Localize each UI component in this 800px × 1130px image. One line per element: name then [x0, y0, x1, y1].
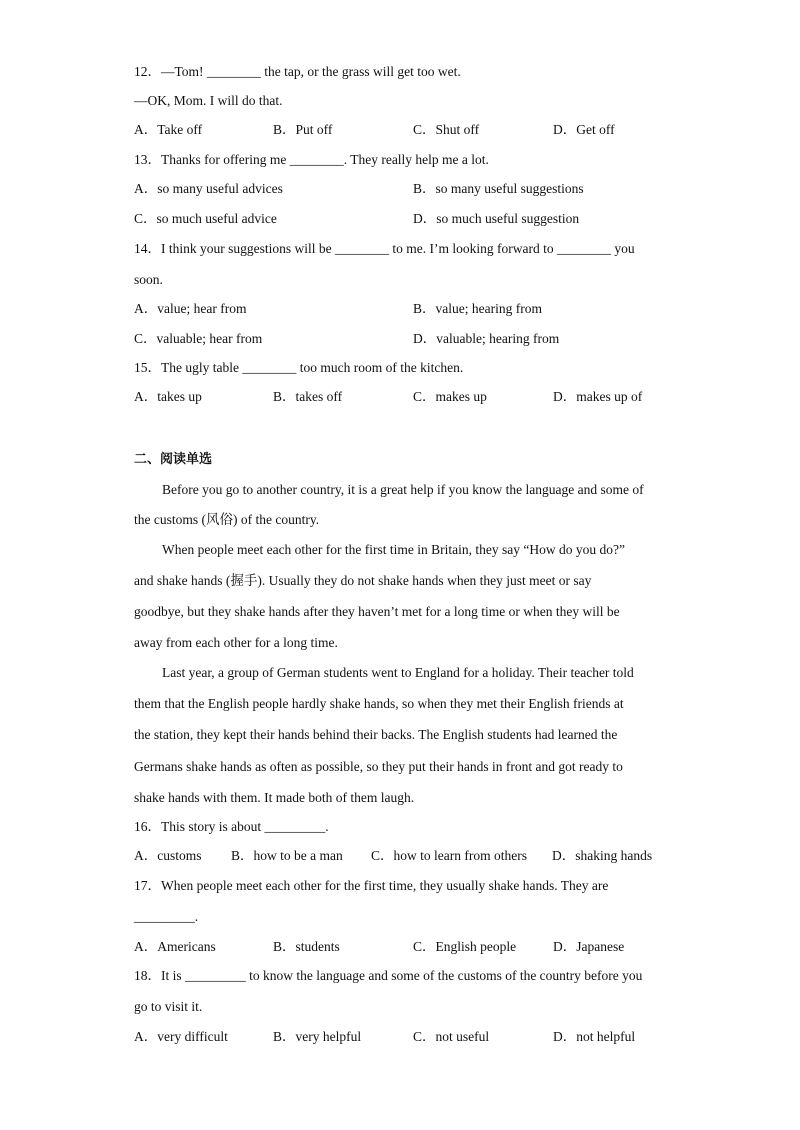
question-14-option-b: B．value; hearing from — [413, 301, 542, 316]
question-13-stem: 13．Thanks for offering me ________. They really help me a lot. — [134, 152, 489, 167]
question-12-option-a: A．Take off — [134, 122, 203, 137]
question-18-option-b: B．very helpful — [273, 1029, 362, 1044]
passage-line: and shake hands (握手). Usually they do not shake hands when they just meet or say — [134, 573, 592, 588]
question-16-option-b: B．how to be a man — [231, 848, 343, 863]
question-13-option-a: A．so many useful advices — [134, 181, 283, 196]
question-13-option-c: C．so much useful advice — [134, 211, 277, 226]
question-14-stem-line1: 14．I think your suggestions will be ________ to me. I’m looking forward to ________ you — [134, 241, 635, 256]
question-15-option-b: B．takes off — [273, 389, 343, 404]
question-13-option-b: B．so many useful suggestions — [413, 181, 584, 196]
passage-line: them that the English people hardly shake hands, so when they met their English friends at — [134, 696, 624, 711]
question-18-stem-line2: go to visit it. — [134, 999, 203, 1014]
passage-line: goodbye, but they shake hands after they haven’t met for a long time or when they will be — [134, 604, 620, 619]
question-16-option-d: D．shaking hands — [552, 848, 653, 863]
question-15-stem: 15．The ugly table ________ too much room of the kitchen. — [134, 360, 464, 375]
question-18-option-d: D．not helpful — [553, 1029, 636, 1044]
passage-line: the station, they kept their hands behind their backs. The English students had learned the — [134, 727, 618, 742]
question-17-stem-line2: _________. — [134, 909, 199, 924]
question-17-stem-line1: 17．When people meet each other for the first time, they usually shake hands. They are — [134, 878, 609, 893]
question-12-stem: 12．—Tom! ________ the tap, or the grass will get too wet. — [134, 64, 461, 79]
question-18-option-a: A．very difficult — [134, 1029, 228, 1044]
question-14-option-a: A．value; hear from — [134, 301, 247, 316]
question-12-option-b: B．Put off — [273, 122, 333, 137]
passage-line: away from each other for a long time. — [134, 635, 338, 650]
question-12-reply: —OK, Mom. I will do that. — [134, 93, 283, 108]
passage-line: Before you go to another country, it is a great help if you know the language and some of — [162, 482, 644, 497]
question-14-option-d: D．valuable; hearing from — [413, 331, 560, 346]
question-12-option-d: D．Get off — [553, 122, 615, 137]
question-17-option-d: D．Japanese — [553, 939, 625, 954]
question-16-option-a: A．customs — [134, 848, 202, 863]
question-13-option-d: D．so much useful suggestion — [413, 211, 580, 226]
question-17-option-a: A．Americans — [134, 939, 216, 954]
passage-line: the customs (风俗) of the country. — [134, 512, 320, 527]
question-17-option-c: C．English people — [413, 939, 517, 954]
question-14-stem-line2: soon. — [134, 272, 163, 287]
question-15-option-d: D．makes up of — [553, 389, 643, 404]
question-12-option-c: C．Shut off — [413, 122, 480, 137]
question-17-option-b: B．students — [273, 939, 340, 954]
passage-line: shake hands with them. It made both of them laugh. — [134, 790, 415, 805]
passage-line: Last year, a group of German students went to England for a holiday. Their teacher told — [162, 665, 634, 680]
question-18-option-c: C．not useful — [413, 1029, 490, 1044]
question-16-stem: 16．This story is about _________. — [134, 819, 329, 834]
question-18-stem-line1: 18．It is _________ to know the language and some of the customs of the country before you — [134, 968, 643, 983]
question-16-option-c: C．how to learn from others — [371, 848, 527, 863]
question-14-option-c: C．valuable; hear from — [134, 331, 263, 346]
section-heading: 二、阅读单选 — [134, 452, 213, 467]
passage-line: When people meet each other for the first time in Britain, they say “How do you do?” — [162, 542, 625, 557]
question-15-option-c: C．makes up — [413, 389, 487, 404]
question-15-option-a: A．takes up — [134, 389, 202, 404]
passage-line: Germans shake hands as often as possible, so they put their hands in front and got ready to — [134, 759, 623, 774]
